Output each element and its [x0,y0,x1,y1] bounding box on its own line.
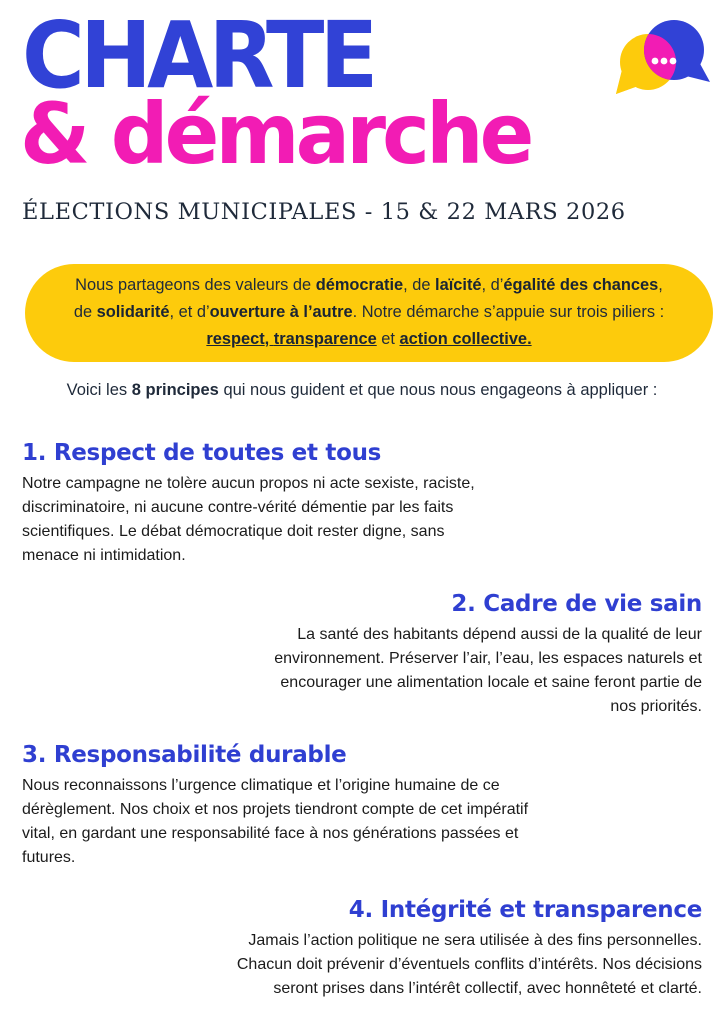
principle-3 [22,740,542,870]
principles-intro: Voici les 8 principes qui nous guident et que nous nous engageons à appliquer : [66,381,658,399]
principle-4 [202,895,702,1001]
principle-body: Nous reconnaissons l’urgence climatique et l’origine humaine de ce dérèglement. Nos choix et nos projets tiendront compte de cet impératif vital, en gardant une responsabilité face à nos générations passées et futures. [22,777,529,866]
principle-body: Jamais l’action politique ne sera utilisée à des fins personnelles. Chacun doit prévenir d’éventuels conflits d’intérêts. Nos décisions seront prises dans l’intérêt collectif, avec honnêteté et clarté. [236,932,702,997]
election-subtitle: ÉLECTIONS MUNICIPALES - 15 & 22 MARS 2026 [22,199,626,225]
title-charte: CHARTE [22,2,374,109]
principle-title: 4. Intégrité et transparence [348,897,702,923]
pillar-action-collective: action collective [399,330,528,348]
chat-bubbles-icon [612,14,712,100]
values-line-2: de solidarité, et d’ouverture à l’autre. Notre démarche s’appuie sur trois piliers : [73,303,665,321]
principle-title: 3. Responsabilité durable [22,742,347,768]
principle-title: 2. Cadre de vie sain [451,591,702,617]
principle-title: 1. Respect de toutes et tous [22,440,382,466]
title-demarche: & démarche [20,85,531,183]
values-line-3: respect, transparence et action collective. [206,330,532,348]
values-banner [25,264,713,362]
principle-2 [252,589,702,719]
value-laicite: laïcité [435,276,482,294]
value-ouverture: ouverture à l’autre [209,303,353,321]
principle-1 [22,438,482,568]
value-egalite: égalité des chances [503,276,659,294]
value-democratie: démocratie [315,276,404,294]
principle-body: La santé des habitants dépend aussi de la qualité de leur environnement. Préserver l’air, l’eau, les espaces naturels et encourager une alimentation locale et saine feront partie de nos priorités. [274,626,702,715]
value-solidarite: solidarité [96,303,170,321]
values-line-1: Nous partageons des valeurs de démocratie, de laïcité, d’égalité des chances, [75,276,663,294]
principles-count: 8 principes [131,381,219,399]
principle-body: Notre campagne ne tolère aucun propos ni acte sexiste, raciste, discriminatoire, ni aucune contre-vérité démentie par les faits scientifiques. Le débat démocratique doit rester digne, sans menace ni intimidation. [22,475,475,564]
pillar-respect: respect [206,330,265,348]
pillar-transparence: transparence [273,330,377,348]
